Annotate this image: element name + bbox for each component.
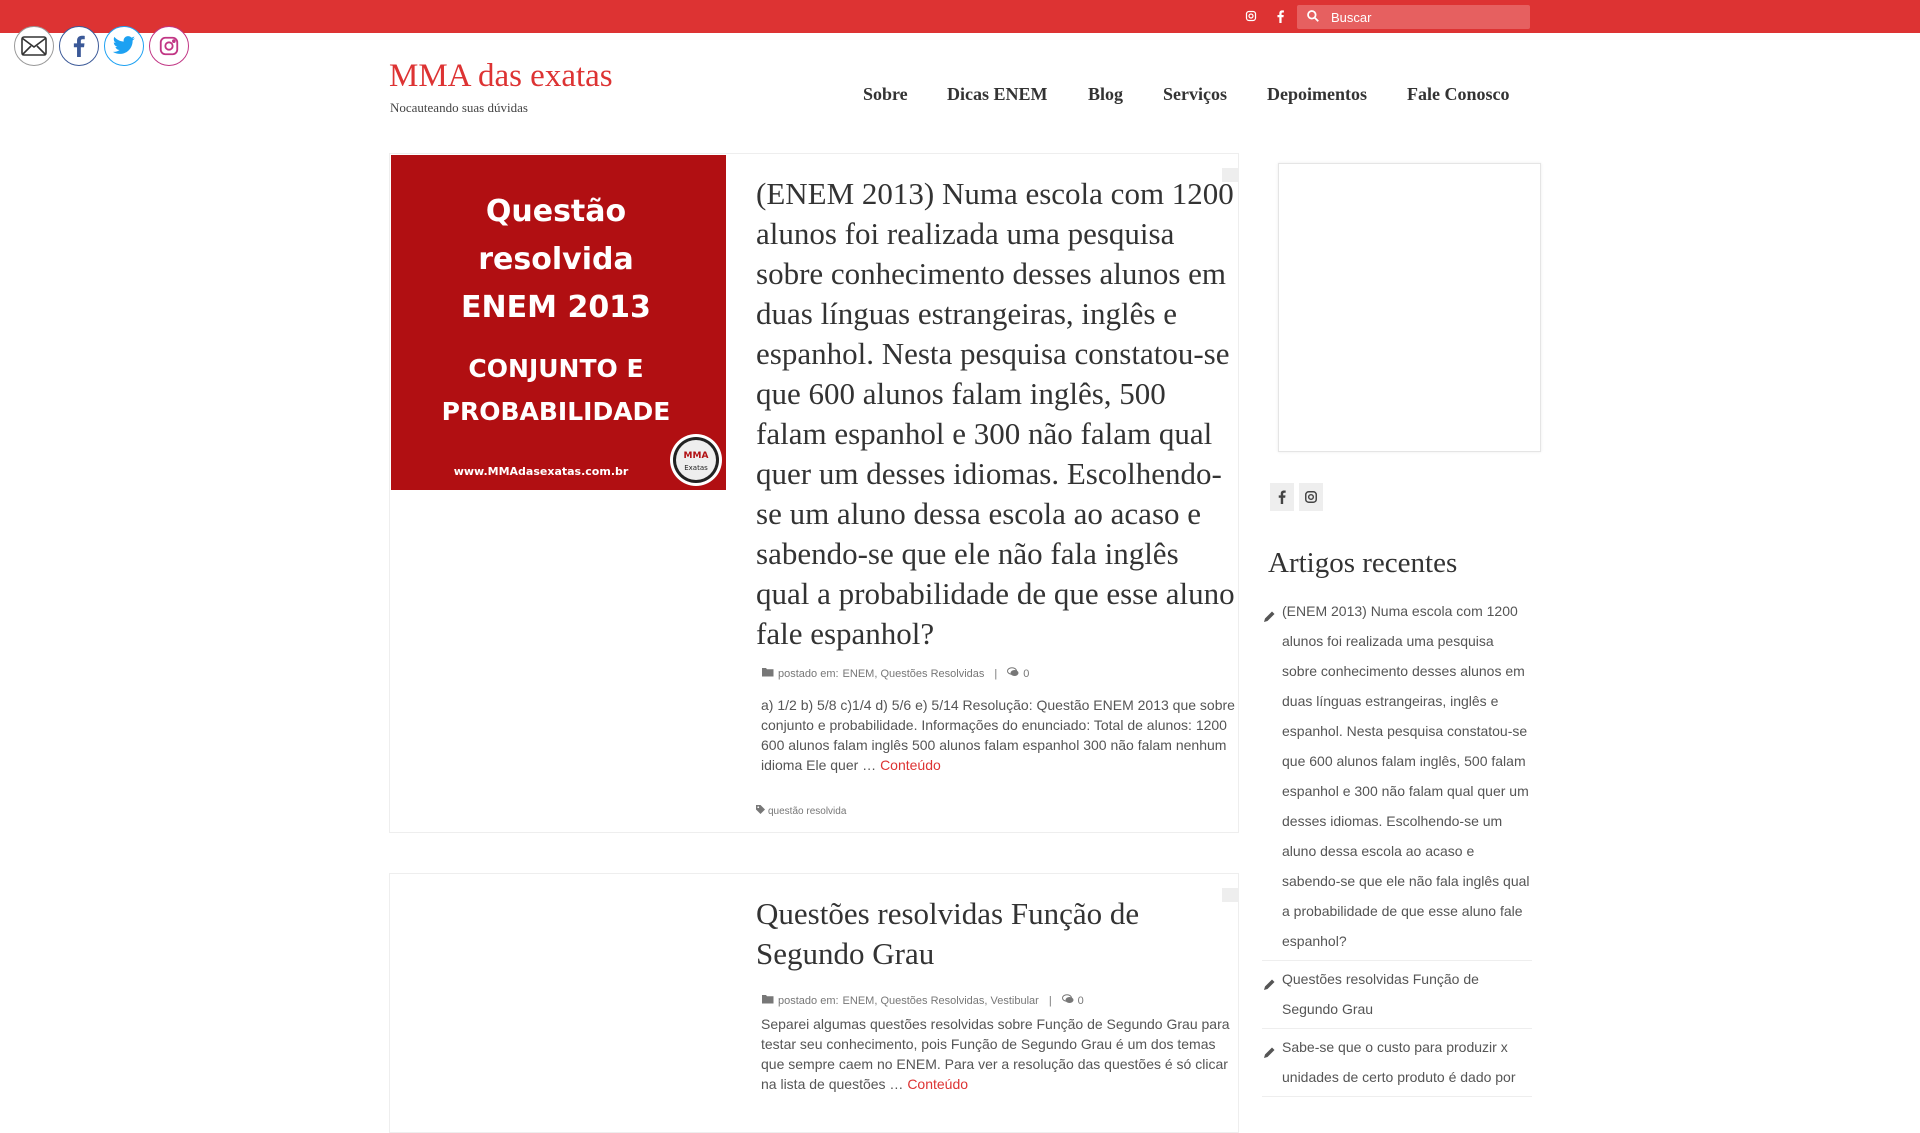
- ad-placeholder: [1278, 163, 1541, 452]
- svg-text:MMA: MMA: [683, 451, 709, 461]
- post-meta: [762, 667, 1029, 680]
- nav-item-fale-conosco[interactable]: Fale Conosco: [1407, 84, 1510, 104]
- post-card: [389, 153, 1239, 833]
- search-input[interactable]: [1331, 7, 1521, 27]
- nav-item-depoimentos[interactable]: Depoimentos: [1267, 84, 1367, 104]
- excerpt-text: a) 1/2 b) 5/8 c)1/4 d) 5/6 e) 5/14 Resolução: Questão ENEM 2013 que sobre conjunto e probabilidade. Informações do enunciado: Total de alunos: 1200 600 alunos falam inglês 500 alunos falam espanhol 300 não falam nenhum idioma Ele quer …: [761, 697, 1235, 773]
- post-title[interactable]: Questões resolvidas Função de Segundo Grau: [756, 896, 1140, 971]
- comments-count[interactable]: 0: [1023, 667, 1030, 680]
- meta-separator: |: [994, 667, 998, 680]
- post-format-icon: [1222, 888, 1238, 902]
- nav-item-blog[interactable]: Blog: [1088, 84, 1124, 104]
- meta-prefix: postado em:: [778, 667, 839, 680]
- tag-icon: [756, 805, 765, 817]
- post-title[interactable]: (ENEM 2013) Numa escola com 1200 alunos foi realizada uma pesquisa sobre conhecimento desses alunos em duas línguas estrangeiras, inglês e espanhol. Nesta pesquisa constatou-se que 600 alunos falam inglês, 500 falam espanhol e 300 não falam qual quer um desses idiomas. Escolhendo-se um aluno dessa escola ao acaso e sabendo-se que ele não fala inglês qual a probabilidade de que esse aluno fale espanhol?: [756, 176, 1235, 651]
- site-title[interactable]: MMA das exatas: [389, 58, 613, 94]
- nav-item-dicas-enem[interactable]: Dicas ENEM: [947, 84, 1048, 104]
- facebook-icon[interactable]: [1272, 8, 1288, 24]
- excerpt-text: Separei algumas questões resolvidas sobre Função de Segundo Grau para testar seu conhecimento, pois Função de Segundo Grau é um dos temas que sempre caem no ENEM. Para ver a resolução das questões é só clicar na lista de questões …: [761, 1016, 1230, 1092]
- mma-logo-icon: [670, 434, 722, 486]
- thumb-line-3: ENEM 2013: [461, 290, 651, 325]
- post-card: [389, 873, 1239, 1133]
- post-meta: [762, 994, 1084, 1007]
- recent-post-link[interactable]: Sabe-se que o custo para produzir x unidades de certo produto é dado por: [1282, 1039, 1516, 1085]
- thumb-line-4: CONJUNTO E: [468, 354, 644, 383]
- recent-post-item[interactable]: [1262, 1032, 1532, 1097]
- nav-item-sobre[interactable]: Sobre: [863, 84, 908, 104]
- read-more-link[interactable]: Conteúdo: [880, 757, 941, 773]
- thumb-line-5: PROBABILIDADE: [441, 397, 671, 426]
- pencil-icon: [1262, 604, 1276, 618]
- nav-item-servicos[interactable]: Serviços: [1163, 84, 1227, 104]
- pencil-icon: [1262, 972, 1276, 986]
- comments-icon: [1062, 994, 1074, 1007]
- post-excerpt: [761, 695, 1236, 775]
- post-categories[interactable]: ENEM, Questões Resolvidas: [842, 667, 985, 680]
- recent-post-link[interactable]: (ENEM 2013) Numa escola com 1200 alunos foi realizada uma pesquisa sobre conhecimento desses alunos em duas línguas estrangeiras, inglês e espanhol. Nesta pesquisa constatou-se que 600 alunos falam inglês, 500 falam espanhol e 300 não falam qual quer um desses idiomas. Escolhendo-se um aluno dessa escola ao acaso e sabendo-se que ele não fala inglês qual a probabilidade de que esse aluno fale espanhol?: [1282, 603, 1530, 949]
- comments-icon: [1007, 667, 1019, 680]
- meta-separator: |: [1048, 994, 1052, 1007]
- post-categories[interactable]: ENEM, Questões Resolvidas, Vestibular: [842, 994, 1039, 1007]
- post-thumbnail[interactable]: [391, 155, 726, 490]
- folder-icon: [762, 667, 774, 680]
- site-tagline: Nocauteando suas dúvidas: [390, 100, 528, 115]
- comments-count[interactable]: 0: [1077, 994, 1084, 1007]
- top-bar: [0, 0, 1920, 33]
- instagram-share-icon[interactable]: [149, 26, 189, 66]
- thumb-line-1: Questão: [485, 194, 627, 229]
- twitter-share-icon[interactable]: [104, 26, 144, 66]
- recent-post-item[interactable]: [1262, 964, 1532, 1029]
- facebook-icon[interactable]: [1270, 483, 1294, 511]
- instagram-icon[interactable]: [1299, 483, 1323, 511]
- post-tags: [756, 805, 846, 817]
- svg-text:Exatas: Exatas: [684, 464, 708, 472]
- meta-prefix: postado em:: [778, 994, 839, 1007]
- thumb-line-2: resolvida: [478, 242, 634, 277]
- email-share-icon[interactable]: [14, 26, 54, 66]
- recent-post-item[interactable]: [1262, 596, 1532, 961]
- read-more-link[interactable]: Conteúdo: [907, 1076, 969, 1092]
- recent-post-link[interactable]: Questões resolvidas Função de Segundo Grau: [1282, 971, 1479, 1017]
- thumb-url: www.MMAdasexatas.com.br: [453, 465, 629, 478]
- instagram-icon[interactable]: [1243, 8, 1259, 24]
- recent-posts-list: [1262, 596, 1532, 1100]
- facebook-share-icon[interactable]: [59, 26, 99, 66]
- widget-title-recent-posts: Artigos recentes: [1268, 547, 1458, 579]
- post-excerpt: [761, 1014, 1236, 1094]
- tag-link[interactable]: questão resolvida: [768, 805, 847, 817]
- search-icon[interactable]: [1306, 9, 1322, 25]
- folder-icon: [762, 994, 774, 1007]
- pencil-icon: [1262, 1040, 1276, 1054]
- search-box: [1297, 5, 1530, 29]
